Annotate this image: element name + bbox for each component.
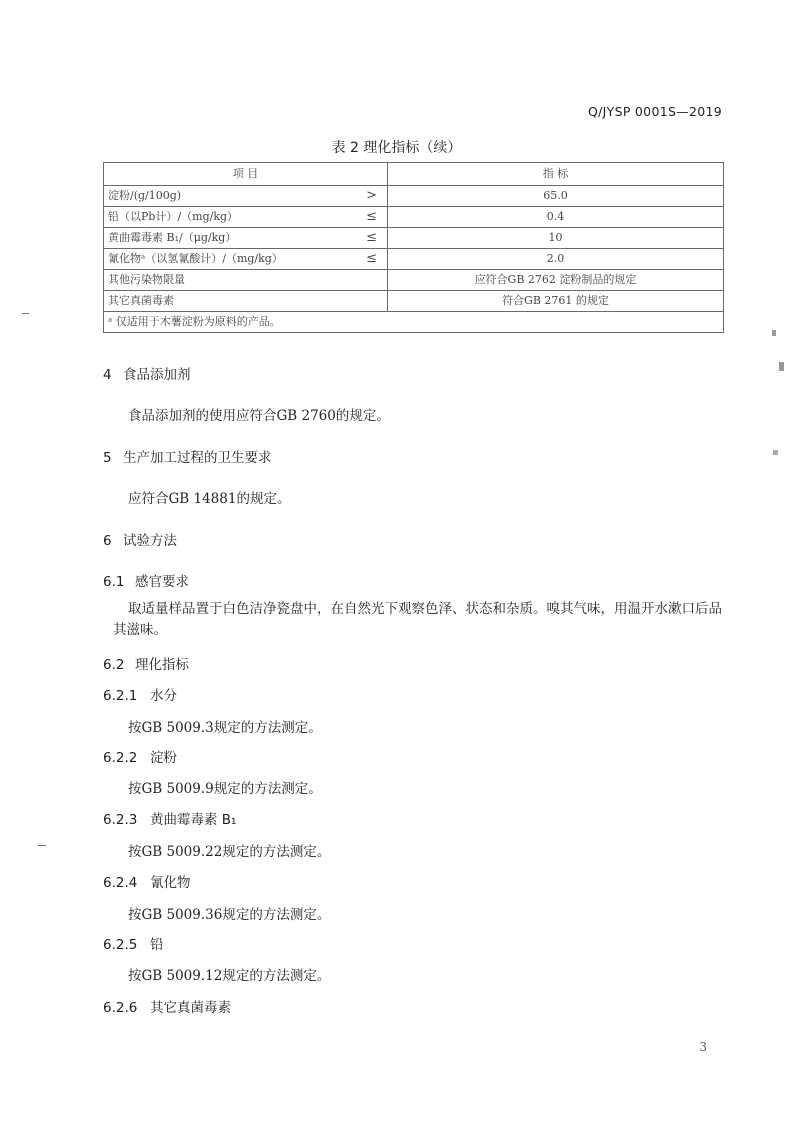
section-title: 生产加工过程的卫生要求 <box>123 450 272 466</box>
comparison-symbol: ≤ <box>366 251 377 266</box>
subsection-number: 6.2 <box>103 657 125 673</box>
row-item-cell <box>104 228 388 249</box>
subsection-number: 6.2.3 <box>103 812 138 828</box>
paragraph: 按GB 5009.36规定的方法测定。 <box>128 907 331 923</box>
page-number: 3 <box>699 1040 707 1054</box>
row-value: 应符合GB 2762 淀粉制品的规定 <box>388 270 724 291</box>
row-item-label: 淀粉/(g/100g) <box>108 189 182 202</box>
scan-mark <box>773 450 778 455</box>
paragraph: 按GB 5009.12规定的方法测定。 <box>128 968 331 984</box>
subsection-number: 6.2.1 <box>103 688 138 704</box>
section-title: 食品添加剂 <box>123 367 191 383</box>
comparison-symbol: ≤ <box>366 230 377 245</box>
section-number: 5 <box>103 450 112 466</box>
scan-mark <box>22 313 29 314</box>
scan-mark <box>772 330 776 336</box>
row-value: 符合GB 2761 的规定 <box>388 291 724 312</box>
table-header-row <box>104 163 724 186</box>
column-header-value: 指 标 <box>388 163 724 186</box>
subsection-title: 氰化物 <box>150 875 191 891</box>
comparison-symbol: ≤ <box>366 209 377 224</box>
row-value: 0.4 <box>388 207 724 228</box>
subsection-heading <box>103 570 189 590</box>
paragraph: 食品添加剂的使用应符合GB 2760的规定。 <box>128 408 390 424</box>
row-item-label: 其他污染物限量 <box>108 273 185 286</box>
paragraph: 按GB 5009.22规定的方法测定。 <box>128 844 331 860</box>
subsection-heading <box>103 933 164 953</box>
row-value: 10 <box>388 228 724 249</box>
row-item-label: 其它真菌毒素 <box>108 294 174 307</box>
subsection-title: 黄曲霉毒素 B₁ <box>150 812 237 828</box>
section-number: 6 <box>103 533 112 549</box>
subsection-number: 6.1 <box>103 574 125 590</box>
paragraph: 按GB 5009.9规定的方法测定。 <box>128 781 322 797</box>
table-footnote-row <box>104 312 724 333</box>
document-code: Q/JYSP 0001S—2019 <box>588 104 722 119</box>
row-item-cell <box>104 186 388 207</box>
row-item-cell <box>104 249 388 270</box>
table-row <box>104 186 724 207</box>
section-title: 试验方法 <box>123 533 177 549</box>
row-item-cell <box>104 291 388 312</box>
subsection-number: 6.2.4 <box>103 875 138 891</box>
table-footnote: ᵃ 仅适用于木薯淀粉为原料的产品。 <box>104 312 724 333</box>
table-row <box>104 270 724 291</box>
table-row <box>104 291 724 312</box>
subsection-title: 淀粉 <box>150 750 177 766</box>
paragraph: 应符合GB 14881的规定。 <box>128 491 291 507</box>
subsection-heading <box>103 746 177 766</box>
row-value: 2.0 <box>388 249 724 270</box>
table-row <box>104 228 724 249</box>
section-heading <box>103 446 272 466</box>
table-title: 表 2 理化指标（续） <box>331 140 462 156</box>
subsection-heading <box>103 808 236 828</box>
table-row <box>104 207 724 228</box>
comparison-symbol: > <box>366 188 377 203</box>
row-item-cell <box>104 270 388 291</box>
subsection-heading <box>103 653 189 673</box>
table-row <box>104 249 724 270</box>
row-value: 65.0 <box>388 186 724 207</box>
scan-mark <box>779 362 784 371</box>
row-item-label: 铅（以Pb计）/（mg/kg） <box>108 210 239 223</box>
subsection-heading <box>103 996 231 1016</box>
subsection-number: 6.2.5 <box>103 937 138 953</box>
section-number: 4 <box>103 367 112 383</box>
row-item-cell <box>104 207 388 228</box>
section-heading <box>103 529 177 549</box>
spec-table <box>103 162 724 333</box>
row-item-label: 氰化物ᵃ（以氢氰酸计）/（mg/kg） <box>108 252 283 265</box>
row-item-label: 黄曲霉毒素 B₁/（μg/kg） <box>108 231 237 244</box>
subsection-heading <box>103 684 177 704</box>
paragraph: 取适量样品置于白色洁净瓷盘中，在自然光下观察色泽、状态和杂质。嗅其气味，用温开水漱口后品其滋味。 <box>113 601 722 638</box>
paragraph: 按GB 5009.3规定的方法测定。 <box>128 720 322 736</box>
subsection-title: 其它真菌毒素 <box>150 1000 231 1016</box>
column-header-item: 项 目 <box>104 163 388 186</box>
section-heading <box>103 363 191 383</box>
subsection-heading <box>103 871 191 891</box>
subsection-title: 感官要求 <box>135 574 189 590</box>
subsection-number: 6.2.2 <box>103 750 138 766</box>
subsection-title: 水分 <box>150 688 177 704</box>
scan-mark <box>38 845 46 846</box>
subsection-number: 6.2.6 <box>103 1000 138 1016</box>
subsection-title: 铅 <box>150 937 164 953</box>
subsection-title: 理化指标 <box>135 657 189 673</box>
